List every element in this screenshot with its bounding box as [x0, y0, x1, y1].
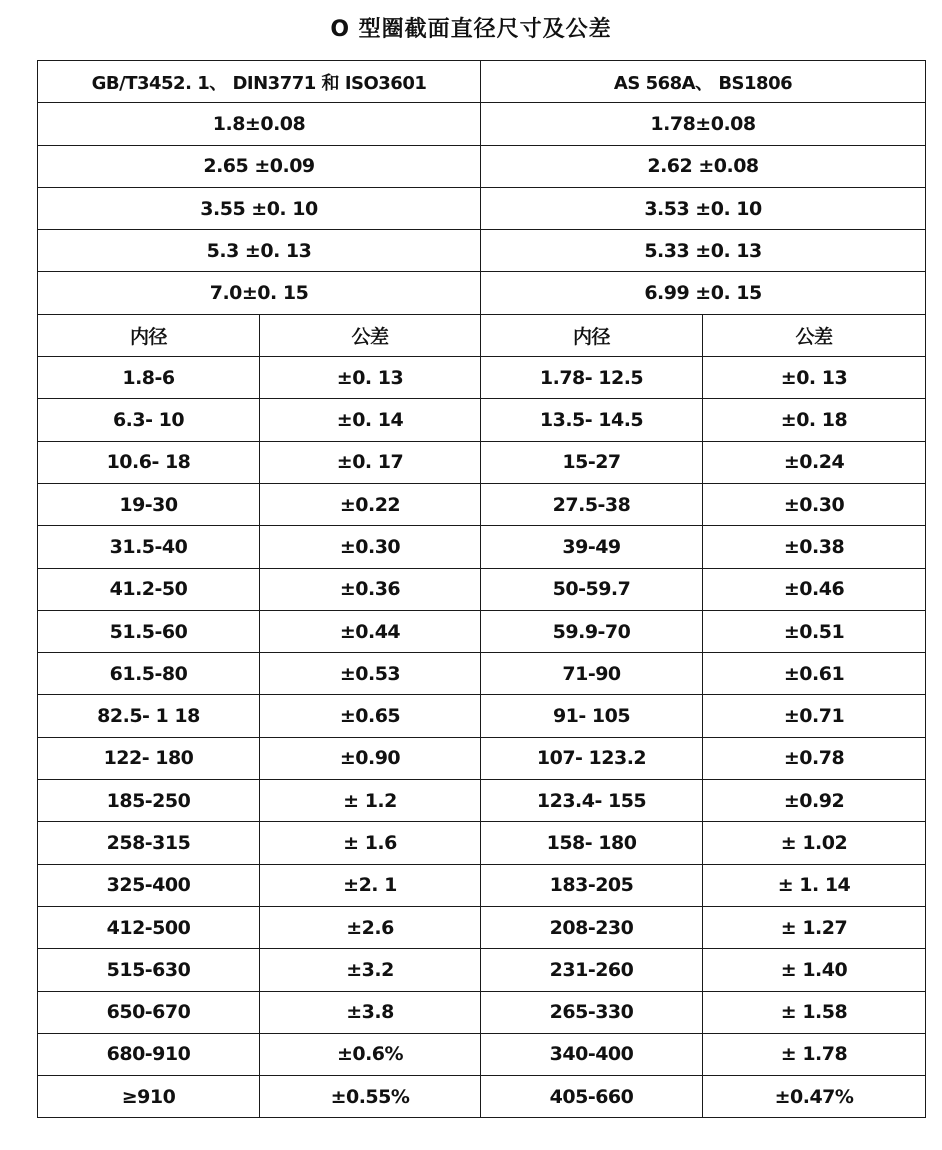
- tolerance-cell-right: ±0. 13: [703, 357, 926, 399]
- inner-diameter-cell-left: 650-670: [38, 991, 260, 1033]
- tolerance-cell-left: ±0.6%: [260, 1033, 481, 1075]
- inner-diameter-cell-right: 91- 105: [481, 695, 703, 737]
- inner-diameter-cell-left: 185-250: [38, 780, 260, 822]
- inner-diameter-cell-left: ≥910: [38, 1076, 260, 1118]
- inner-diameter-cell-left: 122- 180: [38, 737, 260, 779]
- inner-diameter-cell-right: 405-660: [481, 1076, 703, 1118]
- cross-section-row: [38, 145, 926, 187]
- tolerance-cell-right: ± 1.58: [703, 991, 926, 1033]
- table-row: [38, 610, 926, 652]
- table-row: [38, 906, 926, 948]
- inner-diameter-cell-left: 31.5-40: [38, 526, 260, 568]
- table-row: [38, 526, 926, 568]
- cross-section-row: [38, 187, 926, 229]
- tolerance-cell-left: ±0.44: [260, 610, 481, 652]
- tolerance-cell-left: ±2. 1: [260, 864, 481, 906]
- tolerance-cell-left: ±3.8: [260, 991, 481, 1033]
- table-row: [38, 1076, 926, 1118]
- tolerance-table: [37, 60, 926, 1118]
- inner-diameter-cell-left: 412-500: [38, 906, 260, 948]
- inner-diameter-cell-right: 13.5- 14.5: [481, 399, 703, 441]
- inner-diameter-cell-right: 183-205: [481, 864, 703, 906]
- table-row: [38, 441, 926, 483]
- inner-diameter-cell-right: 208-230: [481, 906, 703, 948]
- table-row: [38, 991, 926, 1033]
- tolerance-cell-right: ± 1. 14: [703, 864, 926, 906]
- inner-diameter-cell-left: 258-315: [38, 822, 260, 864]
- tolerance-cell-left: ± 1.6: [260, 822, 481, 864]
- inner-diameter-cell-left: 41.2-50: [38, 568, 260, 610]
- table-row: [38, 949, 926, 991]
- table-row: [38, 653, 926, 695]
- inner-diameter-cell-right: 1.78- 12.5: [481, 357, 703, 399]
- table-row: [38, 822, 926, 864]
- tolerance-cell-left: ± 1.2: [260, 780, 481, 822]
- tolerance-cell-left: ±0.53: [260, 653, 481, 695]
- table-row: [38, 1033, 926, 1075]
- inner-diameter-cell-right: 231-260: [481, 949, 703, 991]
- inner-diameter-cell-left: 10.6- 18: [38, 441, 260, 483]
- standard-right-header: AS 568A、 BS1806: [481, 61, 926, 103]
- inner-diameter-cell-right: 27.5-38: [481, 483, 703, 525]
- table-row: [38, 483, 926, 525]
- inner-diameter-cell-left: 51.5-60: [38, 610, 260, 652]
- tolerance-cell-right: ±0.61: [703, 653, 926, 695]
- tolerance-cell-left: ±0.30: [260, 526, 481, 568]
- tolerance-cell-right: ±0.92: [703, 780, 926, 822]
- table-row: [38, 737, 926, 779]
- inner-diameter-header-right: 内径: [481, 314, 703, 356]
- inner-diameter-cell-left: 325-400: [38, 864, 260, 906]
- inner-diameter-cell-right: 59.9-70: [481, 610, 703, 652]
- inner-diameter-cell-left: 680-910: [38, 1033, 260, 1075]
- inner-diameter-header-left: 内径: [38, 314, 260, 356]
- cross-section-left: 1.8±0.08: [38, 103, 481, 145]
- cross-section-left: 5.3 ±0. 13: [38, 230, 481, 272]
- tolerance-cell-left: ±0.36: [260, 568, 481, 610]
- inner-diameter-cell-right: 340-400: [481, 1033, 703, 1075]
- tolerance-cell-left: ±0. 17: [260, 441, 481, 483]
- cross-section-left: 2.65 ±0.09: [38, 145, 481, 187]
- cross-section-left: 7.0±0. 15: [38, 272, 481, 314]
- standards-header-row: [38, 61, 926, 103]
- tolerance-cell-left: ±0.90: [260, 737, 481, 779]
- table-row: [38, 399, 926, 441]
- cross-section-right: 1.78±0.08: [481, 103, 926, 145]
- inner-diameter-cell-left: 1.8-6: [38, 357, 260, 399]
- tolerance-cell-right: ±0. 18: [703, 399, 926, 441]
- table-row: [38, 780, 926, 822]
- inner-diameter-cell-left: 61.5-80: [38, 653, 260, 695]
- inner-diameter-cell-right: 71-90: [481, 653, 703, 695]
- tolerance-cell-right: ± 1.78: [703, 1033, 926, 1075]
- inner-diameter-cell-right: 39-49: [481, 526, 703, 568]
- tolerance-cell-right: ±0.46: [703, 568, 926, 610]
- inner-diameter-cell-right: 107- 123.2: [481, 737, 703, 779]
- tolerance-cell-left: ±0. 13: [260, 357, 481, 399]
- tolerance-cell-right: ±0.47%: [703, 1076, 926, 1118]
- inner-diameter-cell-right: 265-330: [481, 991, 703, 1033]
- tolerance-cell-right: ± 1.27: [703, 906, 926, 948]
- tolerance-cell-right: ±0.24: [703, 441, 926, 483]
- cross-section-right: 5.33 ±0. 13: [481, 230, 926, 272]
- standard-left-header: GB/T3452. 1、 DIN3771 和 ISO3601: [38, 61, 481, 103]
- table-row: [38, 357, 926, 399]
- cross-section-row: [38, 272, 926, 314]
- tolerance-cell-right: ±0.51: [703, 610, 926, 652]
- inner-diameter-cell-right: 15-27: [481, 441, 703, 483]
- inner-diameter-cell-right: 158- 180: [481, 822, 703, 864]
- tolerance-cell-right: ±0.38: [703, 526, 926, 568]
- inner-diameter-cell-right: 123.4- 155: [481, 780, 703, 822]
- tolerance-cell-right: ±0.71: [703, 695, 926, 737]
- tolerance-cell-left: ±0.65: [260, 695, 481, 737]
- cross-section-left: 3.55 ±0. 10: [38, 187, 481, 229]
- table-row: [38, 695, 926, 737]
- inner-diameter-cell-left: 515-630: [38, 949, 260, 991]
- table-row: [38, 864, 926, 906]
- tolerance-cell-left: ±0.22: [260, 483, 481, 525]
- inner-diameter-cell-left: 6.3- 10: [38, 399, 260, 441]
- table-row: [38, 568, 926, 610]
- tolerance-cell-left: ±2.6: [260, 906, 481, 948]
- column-header-row: [38, 314, 926, 356]
- tolerance-cell-right: ±0.78: [703, 737, 926, 779]
- tolerance-header-left: 公差: [260, 314, 481, 356]
- cross-section-right: 3.53 ±0. 10: [481, 187, 926, 229]
- cross-section-row: [38, 103, 926, 145]
- tolerance-cell-left: ±3.2: [260, 949, 481, 991]
- tolerance-header-right: 公差: [703, 314, 926, 356]
- document-title: O 型圈截面直径尺寸及公差: [330, 17, 612, 42]
- tolerance-cell-left: ±0.55%: [260, 1076, 481, 1118]
- tolerance-cell-right: ±0.30: [703, 483, 926, 525]
- tolerance-cell-left: ±0. 14: [260, 399, 481, 441]
- cross-section-right: 2.62 ±0.08: [481, 145, 926, 187]
- cross-section-right: 6.99 ±0. 15: [481, 272, 926, 314]
- inner-diameter-cell-right: 50-59.7: [481, 568, 703, 610]
- inner-diameter-cell-left: 82.5- 1 18: [38, 695, 260, 737]
- inner-diameter-cell-left: 19-30: [38, 483, 260, 525]
- tolerance-cell-right: ± 1.40: [703, 949, 926, 991]
- tolerance-cell-right: ± 1.02: [703, 822, 926, 864]
- cross-section-row: [38, 230, 926, 272]
